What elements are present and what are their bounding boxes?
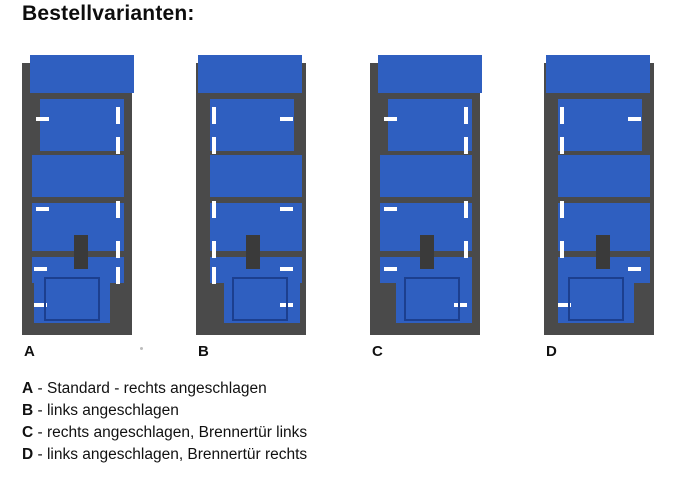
panel-d-2: [558, 155, 650, 197]
panel-a-1: [40, 99, 124, 151]
panel-c-2: [380, 155, 472, 197]
scan-speck: [140, 347, 143, 350]
hinge-mark-b-1: [280, 117, 293, 121]
hinge-mark-a-1: [36, 117, 49, 121]
latch-mark-a-5: [116, 267, 120, 284]
hinge-mark-a-2: [36, 207, 49, 211]
top-hood-c: [378, 55, 482, 93]
panel-c-1: [388, 99, 472, 151]
legend-key-d: D: [22, 446, 34, 463]
hinge-mark-c-3: [384, 267, 397, 271]
burner-stub-d: [596, 235, 610, 269]
hinge-mark-b-2: [280, 207, 293, 211]
latch-mark-b-5: [212, 267, 216, 284]
legend-row-a: [22, 378, 662, 400]
page-title: Bestellvarianten:: [22, 2, 195, 25]
latch-mark-c-4: [464, 241, 468, 258]
top-hood-d: [546, 55, 650, 93]
latch-mark-b-3: [212, 201, 216, 218]
burner-door-a: [44, 277, 100, 321]
latch-mark-a-4: [116, 241, 120, 258]
legend-row-d: [22, 444, 662, 466]
panel-a-2: [32, 155, 124, 197]
panel-d-1: [558, 99, 642, 151]
top-hood-a: [30, 55, 134, 93]
legend-key-a: A: [22, 380, 34, 397]
variant-label-c: C: [372, 343, 383, 360]
legend-text-d: - links angeschlagen, Brennertür rechts: [33, 446, 308, 463]
burner-door-b: [232, 277, 288, 321]
legend-key-b: B: [22, 402, 34, 419]
top-hood-b: [198, 55, 302, 93]
latch-mark-d-3: [560, 201, 564, 218]
variant-a: [22, 55, 132, 360]
hinge-mark-d-1: [628, 117, 641, 121]
legend-text-a: - Standard - rechts angeschlagen: [33, 380, 267, 397]
hinge-mark-c-2: [384, 207, 397, 211]
variant-label-b: B: [198, 343, 209, 360]
latch-mark-b-1: [212, 107, 216, 124]
burner-stub-a: [74, 235, 88, 269]
hinge-mark-d-2: [628, 267, 641, 271]
burner-stub-c: [420, 235, 434, 269]
hinge-mark-a-3: [34, 267, 47, 271]
variant-b: [196, 55, 306, 360]
latch-mark-d-2: [560, 137, 564, 154]
legend-key-c: C: [22, 424, 34, 441]
latch-mark-c-1: [464, 107, 468, 124]
latch-mark-c-2: [464, 137, 468, 154]
burner-door-d: [568, 277, 624, 321]
variants-diagram: [0, 55, 700, 360]
latch-mark-b-2: [212, 137, 216, 154]
legend-text-c: - rechts angeschlagen, Brennertür links: [33, 424, 308, 441]
latch-mark-d-4: [560, 241, 564, 258]
latch-mark-b-4: [212, 241, 216, 258]
latch-mark-a-3: [116, 201, 120, 218]
variant-label-a: A: [24, 343, 35, 360]
latch-mark-a-1: [116, 107, 120, 124]
burner-stub-b: [246, 235, 260, 269]
legend-text-b: - links angeschlagen: [33, 402, 179, 419]
variant-label-d: D: [546, 343, 557, 360]
hinge-mark-b-3: [280, 267, 293, 271]
legend-row-b: [22, 400, 662, 422]
latch-mark-c-3: [464, 201, 468, 218]
legend-row-c: [22, 422, 662, 444]
hinge-mark-c-1: [384, 117, 397, 121]
latch-mark-a-2: [116, 137, 120, 154]
variant-c: [370, 55, 480, 360]
panel-b-1: [210, 99, 294, 151]
legend: [22, 378, 662, 466]
latch-mark-d-1: [560, 107, 564, 124]
variant-d: [544, 55, 654, 360]
panel-b-2: [210, 155, 302, 197]
burner-door-c: [404, 277, 460, 321]
